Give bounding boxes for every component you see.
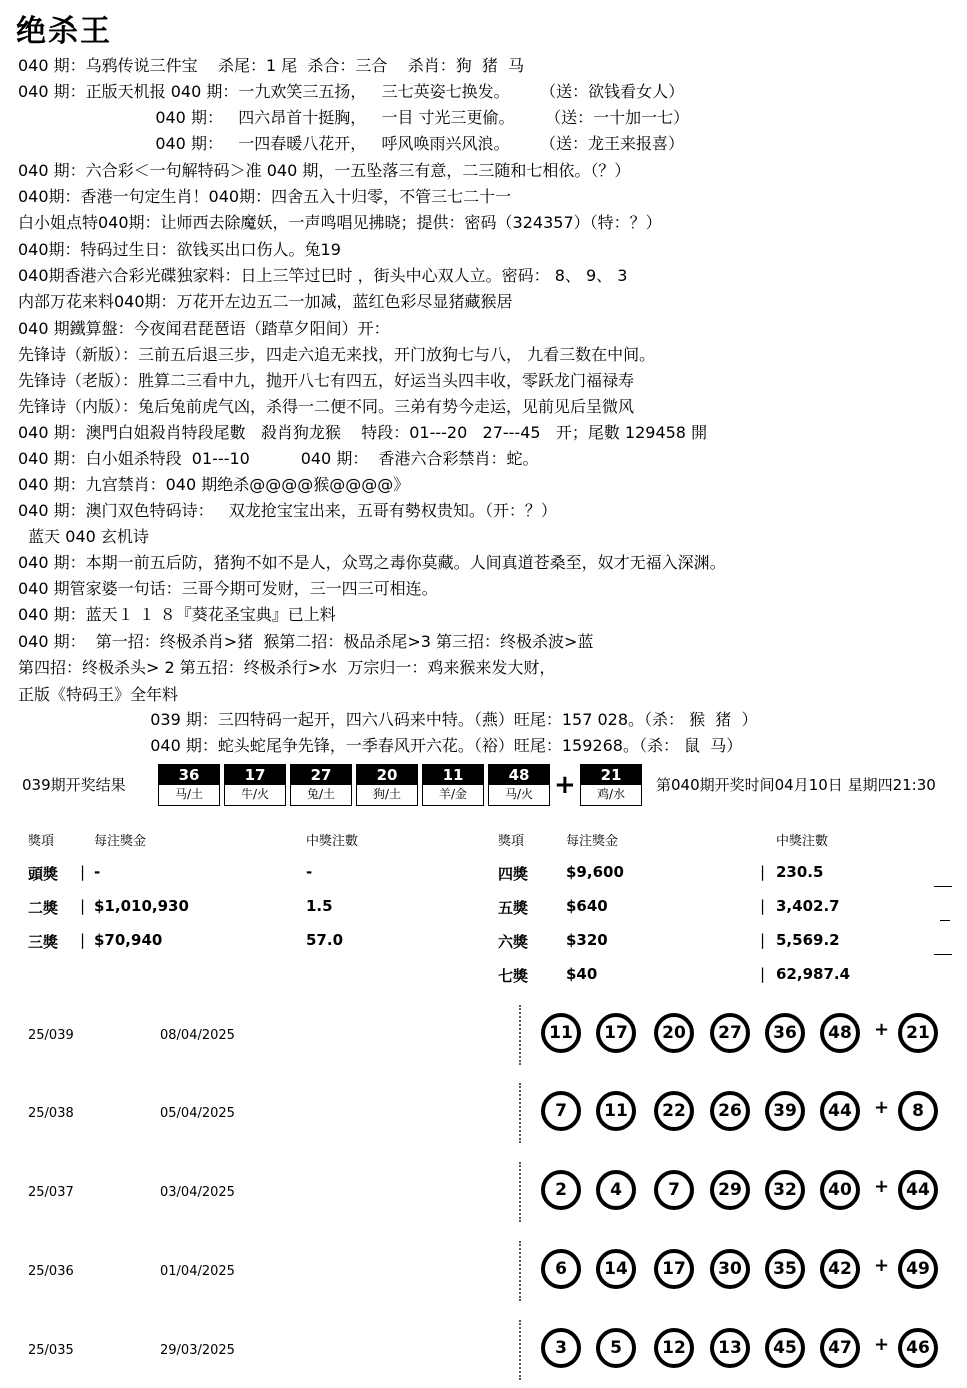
result-ball bbox=[158, 764, 220, 806]
prize-name: 三獎 bbox=[28, 933, 59, 951]
number-ball: 14 bbox=[596, 1249, 636, 1289]
header-item: 獎項 bbox=[498, 834, 525, 849]
text-line: 040 期： 四六昂首十挺胸， 一目 寸光三更偷。 （送：一十加一七） bbox=[18, 108, 690, 127]
number-ball: 7 bbox=[654, 1170, 694, 1210]
ball-zodiac: 兔/土 bbox=[306, 787, 336, 801]
history-issue: 25/037 bbox=[28, 1185, 74, 1200]
number-ball: 35 bbox=[765, 1249, 805, 1289]
ball-number: 17 bbox=[225, 765, 285, 785]
text-line: 040 期：本期一前五后防，猪狗不如不是人，众骂之毒你莫藏。人间真道苍桑至，奴才无福入深渊。 bbox=[18, 553, 726, 572]
history-row bbox=[0, 1005, 967, 1065]
prize-name: 四獎 bbox=[498, 865, 529, 883]
prize-name: 六獎 bbox=[498, 933, 529, 951]
number-ball: 3 bbox=[541, 1328, 581, 1368]
divider: | bbox=[80, 931, 86, 949]
text-line: 040期香港六合彩光碟独家料：日上三竿过巳时 ，街头中心双人立。密码： 8、 9、 3 bbox=[18, 266, 628, 285]
number-ball: 39 bbox=[765, 1091, 805, 1131]
results-label: 039期开奖结果 bbox=[22, 776, 126, 794]
text-line: 蓝天 040 玄机诗 bbox=[18, 527, 149, 546]
number-ball: 17 bbox=[654, 1249, 694, 1289]
text-line: 040 期：九宫禁肖：040 期绝杀@@@@猴@@@@》 bbox=[18, 475, 410, 494]
ball-zodiac: 鸡/水 bbox=[596, 787, 626, 801]
ball-zodiac: 狗/土 bbox=[372, 787, 402, 801]
prize-count: 1.5 bbox=[306, 897, 333, 915]
prize-table bbox=[0, 820, 967, 1000]
page-title: 绝杀王 bbox=[16, 14, 112, 49]
ball-number: 27 bbox=[291, 765, 351, 785]
text-line: 040 期鐵算盤：今夜闻君琵琶语（踏草夕阳间）开： bbox=[18, 319, 390, 338]
ball-number: 36 bbox=[159, 765, 219, 785]
history-issue: 25/036 bbox=[28, 1264, 74, 1279]
text-line: 040 期：澳门双色特码诗： 双龙抢宝宝出来，五哥有勢权贵知。（开：？） bbox=[18, 501, 557, 520]
divider: | bbox=[80, 863, 86, 881]
text-line: 040 期：六合彩＜一句解特码＞准 040 期，一五坠落三有意，二三随和七相依。（？） bbox=[18, 161, 631, 180]
header-amount: 每注獎金 bbox=[94, 834, 147, 849]
number-ball: 2 bbox=[541, 1170, 581, 1210]
header-amount: 每注獎金 bbox=[566, 834, 619, 849]
divider: | bbox=[760, 931, 766, 949]
prize-amount: - bbox=[94, 863, 101, 881]
prize-amount: $1,010,930 bbox=[94, 897, 189, 915]
plus-sign: + bbox=[874, 1255, 890, 1276]
divider: | bbox=[80, 897, 86, 915]
prize-amount: $70,940 bbox=[94, 931, 163, 949]
text-line: 内部万花来料040期：万花开左边五二一加减，蓝红色彩尽显猪藏猴居 bbox=[18, 292, 513, 311]
number-ball: 30 bbox=[710, 1249, 750, 1289]
number-ball: 27 bbox=[710, 1013, 750, 1053]
history-row bbox=[0, 1083, 967, 1143]
ball-zodiac: 牛/火 bbox=[240, 787, 270, 801]
ball-zodiac: 马/土 bbox=[174, 787, 204, 801]
plus-sign: + bbox=[874, 1176, 890, 1197]
number-ball: 32 bbox=[765, 1170, 805, 1210]
number-ball: 40 bbox=[820, 1170, 860, 1210]
number-ball: 36 bbox=[765, 1013, 805, 1053]
special-number-ball: 46 bbox=[898, 1328, 938, 1368]
number-ball: 4 bbox=[596, 1170, 636, 1210]
result-ball bbox=[356, 764, 418, 806]
history-row bbox=[0, 1320, 967, 1380]
divider: | bbox=[760, 863, 766, 881]
next-draw-time: 第040期开奖时间04月10日 星期四21:30 bbox=[656, 776, 936, 794]
history-date: 01/04/2025 bbox=[160, 1264, 235, 1279]
text-line: 第四招：终极杀头> 2 第五招：终极杀行>水 万宗归一：鸡来猴来发大财， bbox=[18, 658, 556, 677]
divider: | bbox=[760, 897, 766, 915]
number-ball: 26 bbox=[710, 1091, 750, 1131]
header-count: 中獎注數 bbox=[776, 834, 829, 849]
divider bbox=[519, 1320, 521, 1380]
text-line: 先锋诗（内版）：兔后兔前虎气凶，杀得一二便不同。三弟有势今走运，见前见后呈微风 bbox=[18, 397, 635, 416]
special-number-ball: 8 bbox=[898, 1091, 938, 1131]
history-date: 29/03/2025 bbox=[160, 1343, 235, 1358]
ball-zodiac: 羊/金 bbox=[438, 787, 468, 801]
text-line: 040 期：蓝天１ １ ８『葵花圣宝典』已上料 bbox=[18, 605, 336, 624]
result-ball bbox=[224, 764, 286, 806]
history-row bbox=[0, 1241, 967, 1301]
text-line: 040 期：白小姐杀特段 01---10 040 期： 香港六合彩禁肖：蛇。 bbox=[18, 449, 539, 468]
prize-amount: $9,600 bbox=[566, 863, 624, 881]
header-count: 中獎注數 bbox=[306, 834, 359, 849]
text-line: 040 期： 第一招：终极杀肖>猪 猴第二招：极品杀尾>3 第三招：终极杀波>蓝 bbox=[18, 632, 594, 651]
ball-number: 20 bbox=[357, 765, 417, 785]
divider bbox=[519, 1162, 521, 1222]
number-ball: 47 bbox=[820, 1328, 860, 1368]
prize-amount: $40 bbox=[566, 965, 598, 983]
history-issue: 25/035 bbox=[28, 1343, 74, 1358]
special-number-ball: 21 bbox=[898, 1013, 938, 1053]
prize-count: 5,569.2 bbox=[776, 931, 840, 949]
text-line: 040 期：正版天机报 040 期：一九欢笑三五扬， 三七英姿七换发。 （送：欲钱看女人） bbox=[18, 82, 685, 101]
special-number-ball: 49 bbox=[898, 1249, 938, 1289]
special-number-ball: 44 bbox=[898, 1170, 938, 1210]
text-line: 040 期： 一四春暖八花开， 呼风唤雨兴风浪。 （送：龙王来报喜） bbox=[18, 134, 684, 153]
text-line: 039 期：三四特码一起开，四六八码来中特。（燕）旺尾：157 028。（杀： 猴 猪 ） bbox=[18, 710, 758, 729]
number-ball: 13 bbox=[710, 1328, 750, 1368]
number-ball: 44 bbox=[820, 1091, 860, 1131]
text-line: 040 期管家婆一句话：三哥今期可发财，三一四三可相连。 bbox=[18, 579, 438, 598]
history-issue: 25/038 bbox=[28, 1106, 74, 1121]
text-line: 白小姐点特040期：让师西去除魔妖，一声鸣唱见拂晓；提供：密码（324357）（特：？） bbox=[18, 213, 662, 232]
number-ball: 11 bbox=[596, 1091, 636, 1131]
plus-sign: + bbox=[874, 1097, 890, 1118]
divider bbox=[519, 1083, 521, 1143]
text-line: 040 期：澳門白姐殺肖特段尾數 殺肖狗龙猴 特段：01---20 27---45 开；尾數 129458 開 bbox=[18, 423, 708, 442]
history-date: 08/04/2025 bbox=[160, 1028, 235, 1043]
special-ball bbox=[580, 764, 642, 806]
ball-number: 21 bbox=[581, 765, 641, 785]
number-ball: 42 bbox=[820, 1249, 860, 1289]
number-ball: 11 bbox=[541, 1013, 581, 1053]
number-ball: 5 bbox=[596, 1328, 636, 1368]
number-ball: 12 bbox=[654, 1328, 694, 1368]
header-item: 獎項 bbox=[28, 834, 55, 849]
number-ball: 17 bbox=[596, 1013, 636, 1053]
divider bbox=[519, 1005, 521, 1065]
number-ball: 22 bbox=[654, 1091, 694, 1131]
number-ball: 6 bbox=[541, 1249, 581, 1289]
plus-sign: + bbox=[554, 770, 576, 800]
history-date: 05/04/2025 bbox=[160, 1106, 235, 1121]
prize-count: - bbox=[306, 863, 313, 881]
prize-name: 七獎 bbox=[498, 967, 529, 985]
result-ball bbox=[488, 764, 550, 806]
result-ball bbox=[290, 764, 352, 806]
divider bbox=[940, 920, 950, 921]
text-line: 先锋诗（新版）：三前五后退三步，四走六追无来找，开门放狗七与八， 九看三数在中间。 bbox=[18, 345, 656, 364]
prize-amount: $320 bbox=[566, 931, 608, 949]
text-line: 040 期：蛇头蛇尾争先锋，一季春风开六花。（裕）旺尾：159268。（杀： 鼠 马） bbox=[18, 736, 743, 755]
divider bbox=[519, 1241, 521, 1301]
number-ball: 20 bbox=[654, 1013, 694, 1053]
divider: | bbox=[760, 965, 766, 983]
prize-name: 頭獎 bbox=[28, 865, 59, 883]
prize-count: 3,402.7 bbox=[776, 897, 840, 915]
prize-name: 五獎 bbox=[498, 899, 529, 917]
ball-number: 48 bbox=[489, 765, 549, 785]
history-issue: 25/039 bbox=[28, 1028, 74, 1043]
draw-results-bar bbox=[14, 762, 954, 808]
divider bbox=[934, 886, 952, 887]
history-date: 03/04/2025 bbox=[160, 1185, 235, 1200]
text-line: 040 期：乌鸦传说三件宝 杀尾：1 尾 杀合：三合 杀肖：狗 猪 马 bbox=[18, 56, 525, 75]
text-line: 正版《特码王》全年料 bbox=[18, 685, 179, 704]
number-ball: 48 bbox=[820, 1013, 860, 1053]
ball-zodiac: 马/火 bbox=[504, 787, 534, 801]
text-line: 040期：香港一句定生肖！040期：四舍五入十归零，不管三七二十一 bbox=[18, 187, 512, 206]
plus-sign: + bbox=[874, 1334, 890, 1355]
prize-name: 二獎 bbox=[28, 899, 59, 917]
number-ball: 7 bbox=[541, 1091, 581, 1131]
plus-sign: + bbox=[874, 1019, 890, 1040]
divider bbox=[934, 954, 952, 955]
number-ball: 45 bbox=[765, 1328, 805, 1368]
prize-amount: $640 bbox=[566, 897, 608, 915]
text-line: 040期：特码过生日：欲钱买出口伤人。兔19 bbox=[18, 240, 341, 259]
text-line: 先锋诗（老版）：胜算二三看中九，抛开八七有四五，好运当头四丰收，零跃龙门福禄寿 bbox=[18, 371, 635, 390]
history-row bbox=[0, 1162, 967, 1222]
prize-count: 230.5 bbox=[776, 863, 824, 881]
number-ball: 29 bbox=[710, 1170, 750, 1210]
prize-count: 62,987.4 bbox=[776, 965, 851, 983]
ball-number: 11 bbox=[423, 765, 483, 785]
prize-count: 57.0 bbox=[306, 931, 344, 949]
result-ball bbox=[422, 764, 484, 806]
